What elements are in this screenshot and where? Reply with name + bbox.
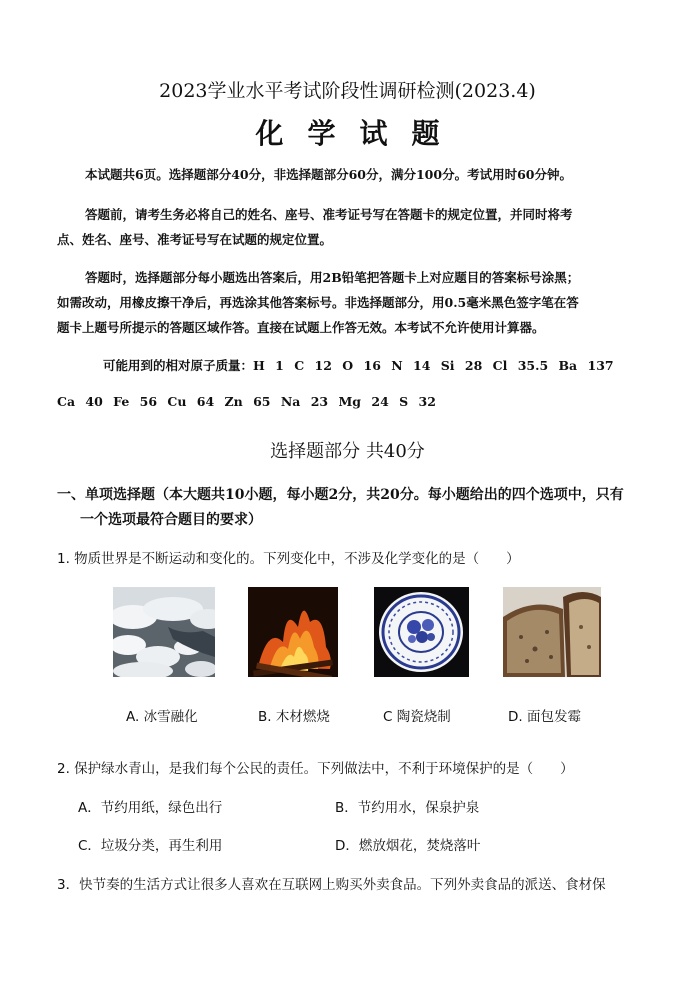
part1-heading-line1: 一、单项选择题（本大题共10小题，每小题2分，共20分。每小题给出的四个选项中，只有 [57,487,624,503]
instruction-line-1: 本试题共6页。选择题部分40分，非选择题部分60分，满分100分。考试用时60分钟。 [85,167,572,182]
subject-title: 化学试题 [255,117,464,150]
question-2-option-c: C．垃圾分类，再生利用 [78,838,223,854]
snow-melting-image [113,587,215,677]
part1-heading-line2: 一个选项最符合题目的要求） [80,512,262,528]
instruction-para3-line3: 题卡上题号所提示的答题区域作答。直接在试题上作答无效。本考试不允许使用计算器。 [57,320,545,335]
instruction-para3-line2: 如需改动，用橡皮擦干净后，再选涂其他答案标号。非选择题部分，用0.5毫米黑色签字笔在答 [57,295,579,310]
question-1-option-b: B. 木材燃烧 [258,709,330,725]
question-1-option-a: A. 冰雪融化 [126,709,198,725]
atomic-mass-line-2: Ca 40 Fe 56 Cu 64 Zn 65 Na 23 Mg 24 S 32 [57,394,436,409]
exam-title: 2023学业水平考试阶段性调研检测(2023.4) [159,80,536,102]
section-title: 选择题部分 共40分 [270,441,425,462]
question-2-stem: 2. 保护绿水青山，是我们每个公民的责任。下列做法中，不利于环境保护的是（ ） [57,761,574,777]
instruction-para3-line1: 答题时，选择题部分每小题选出答案后，用2B铅笔把答题卡上对应题目的答案标号涂黑； [85,270,580,285]
porcelain-plate-image [374,587,469,677]
wood-burning-image [248,587,338,677]
question-1-option-d: D. 面包发霉 [508,709,581,725]
question-3-stem: 3．快节奏的生活方式让很多人喜欢在互联网上购买外卖食品。下列外卖食品的派送、食材保 [57,877,606,893]
question-2-option-b: B．节约用水，保泉护泉 [335,800,480,816]
moldy-bread-image [503,587,601,677]
question-1-stem: 1. 物质世界是不断运动和变化的。下列变化中，不涉及化学变化的是（ ） [57,551,520,567]
question-1-option-c: C 陶瓷烧制 [383,709,451,725]
instruction-para2-line2: 点、姓名、座号、准考证号写在试题的规定位置。 [57,232,333,247]
atomic-mass-line-1: 可能用到的相对原子质量：H 1 C 12 O 16 N 14 Si 28 Cl 35.5 Ba 137 [103,358,614,373]
question-2-option-d: D．燃放烟花，焚烧落叶 [335,838,481,854]
question-2-option-a: A．节约用纸，绿色出行 [78,800,223,816]
instruction-para2-line1: 答题前，请考生务必将自己的姓名、座号、准考证号写在答题卡的规定位置，并同时将考 [85,207,573,222]
